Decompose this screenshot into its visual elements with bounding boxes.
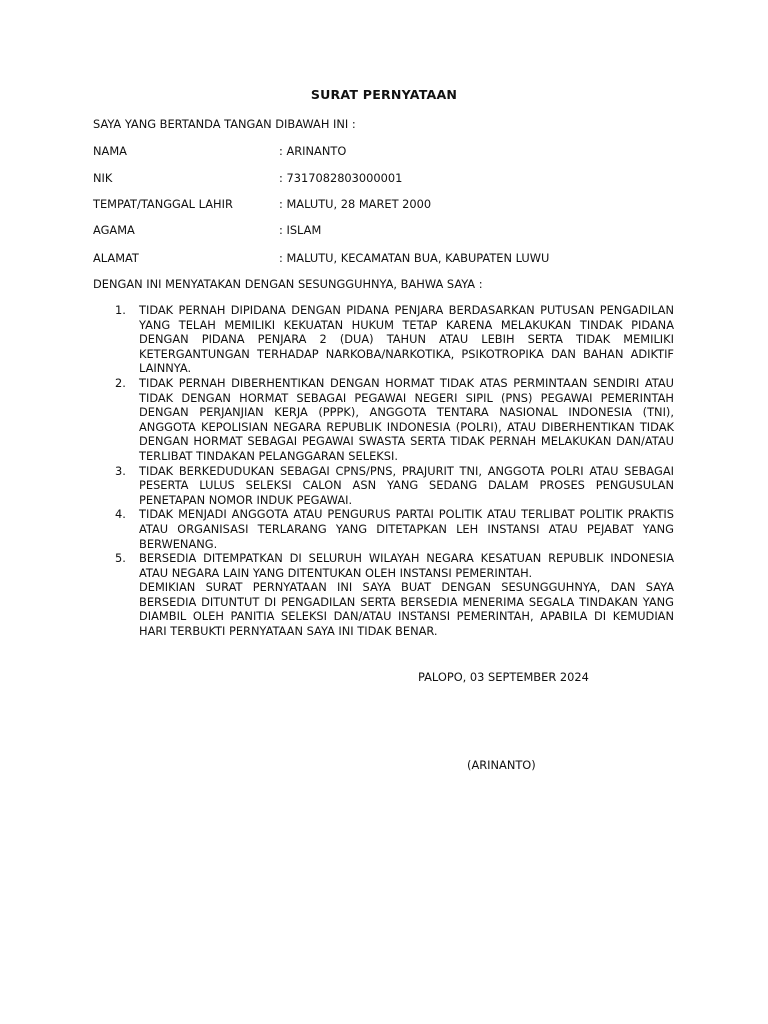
field-label: ALAMAT (93, 251, 139, 265)
list-item-text: TIDAK MENJADI ANGGOTA ATAU PENGURUS PARTAI POLITIK ATAU TERLIBAT POLITIK PRAKTIS ATAU ORGANISASI TERLARANG YANG DITETAPKAN LEH INSTANSI ATAU PEJABAT YANG BERWENANG. (139, 507, 674, 551)
signer-name: (ARINANTO) (467, 758, 536, 772)
list-item (93, 507, 674, 551)
field-value: : MALUTU, 28 MARET 2000 (279, 197, 432, 211)
list-item (93, 303, 674, 376)
list-item-text: TIDAK PERNAH DIPIDANA DENGAN PIDANA PENJARA BERDASARKAN PUTUSAN PENGADILAN YANG TELAH MEMILIKI KEKUATAN HUKUM TETAP KARENA MELAKUKAN TINDAK PIDANA DENGAN PIDANA PENJARA 2 (DUA) TAHUN ATAU LEBIH SERTA TIDAK MEMILIKI KETERGANTUNGAN TERHADAP NARKOBA/NARKOTIKA, PSIKOTROPIKA DAN BAHAN ADIKTIF LAINNYA. (139, 303, 674, 376)
field-label: NAMA (93, 144, 127, 158)
place-date: PALOPO, 03 SEPTEMBER 2024 (418, 670, 589, 684)
list-item (93, 551, 674, 580)
field-label: AGAMA (93, 223, 135, 237)
list-item (93, 464, 674, 508)
field-label: TEMPAT/TANGGAL LAHIR (93, 197, 233, 211)
declaration-text: DENGAN INI MENYATAKAN DENGAN SESUNGGUHNYA, BAHWA SAYA : (93, 277, 483, 291)
closing-paragraph: DEMIKIAN SURAT PERNYATAAN INI SAYA BUAT DENGAN SESUNGGUHNYA, DAN SAYA BERSEDIA DITUNTUT DI PENGADILAN SERTA BERSEDIA MENERIMA SEGALA TINDAKAN YANG DIAMBIL OLEH PANITIA SELEKSI DAN/ATAU INSTANSI PEMERINTAH, APABILA DI KEMUDIAN HARI TERBUKTI PERNYATAAN SAYA INI TIDAK BENAR. (139, 580, 674, 639)
list-item-text: TIDAK PERNAH DIBERHENTIKAN DENGAN HORMAT TIDAK ATAS PERMINTAAN SENDIRI ATAU TIDAK DENGAN HORMAT SEBAGAI PEGAWAI NEGERI SIPIL (PNS) PEGAWAI PEMERINTAH DENGAN PERJANJIAN KERJA (PPPK), ANGGOTA TENTARA NASIONAL INDONESIA (TNI), ANGGOTA KEPOLISIAN NEGARA REPUBLIK INDONESIA (POLRI), ATAU DIBERHENTIKAN TIDAK DENGAN HORMAT SEBAGAI PEGAWAI SWASTA SERTA TIDAK PERNAH MELAKUKAN DAN/ATAU TERLIBAT TINDAKAN PELANGGARAN SELEKSI. (139, 375, 674, 463)
field-value: : MALUTU, KECAMATAN BUA, KABUPATEN LUWU (279, 251, 550, 265)
list-item-text: BERSEDIA DITEMPATKAN DI SELURUH WILAYAH NEGARA KESATUAN REPUBLIK INDONESIA ATAU NEGARA LAIN YANG DITENTUKAN OLEH INSTANSI PEMERINTAH. (139, 551, 674, 580)
list-number: 3. (115, 463, 126, 478)
list-number: 5. (115, 551, 126, 566)
field-label: NIK (93, 171, 113, 185)
list-item-text: TIDAK BERKEDUDUKAN SEBAGAI CPNS/PNS, PRAJURIT TNI, ANGGOTA POLRI ATAU SEBAGAI PESERTA LULUS SELEKSI CALON ASN YANG SEDANG DALAM PROSES PENGUSULAN PENETAPAN NOMOR INDUK PEGAWAI. (139, 463, 674, 507)
statement-list (93, 303, 674, 639)
list-number: 4. (115, 507, 126, 522)
list-number: 2. (115, 375, 126, 390)
list-item (93, 376, 674, 464)
field-value: : 7317082803000001 (279, 171, 403, 185)
field-value: : ISLAM (279, 223, 322, 237)
intro-text: SAYA YANG BERTANDA TANGAN DIBAWAH INI : (93, 117, 356, 131)
document-title: SURAT PERNYATAAN (310, 87, 458, 102)
field-value: : ARINANTO (279, 144, 347, 158)
list-number: 1. (115, 303, 126, 317)
